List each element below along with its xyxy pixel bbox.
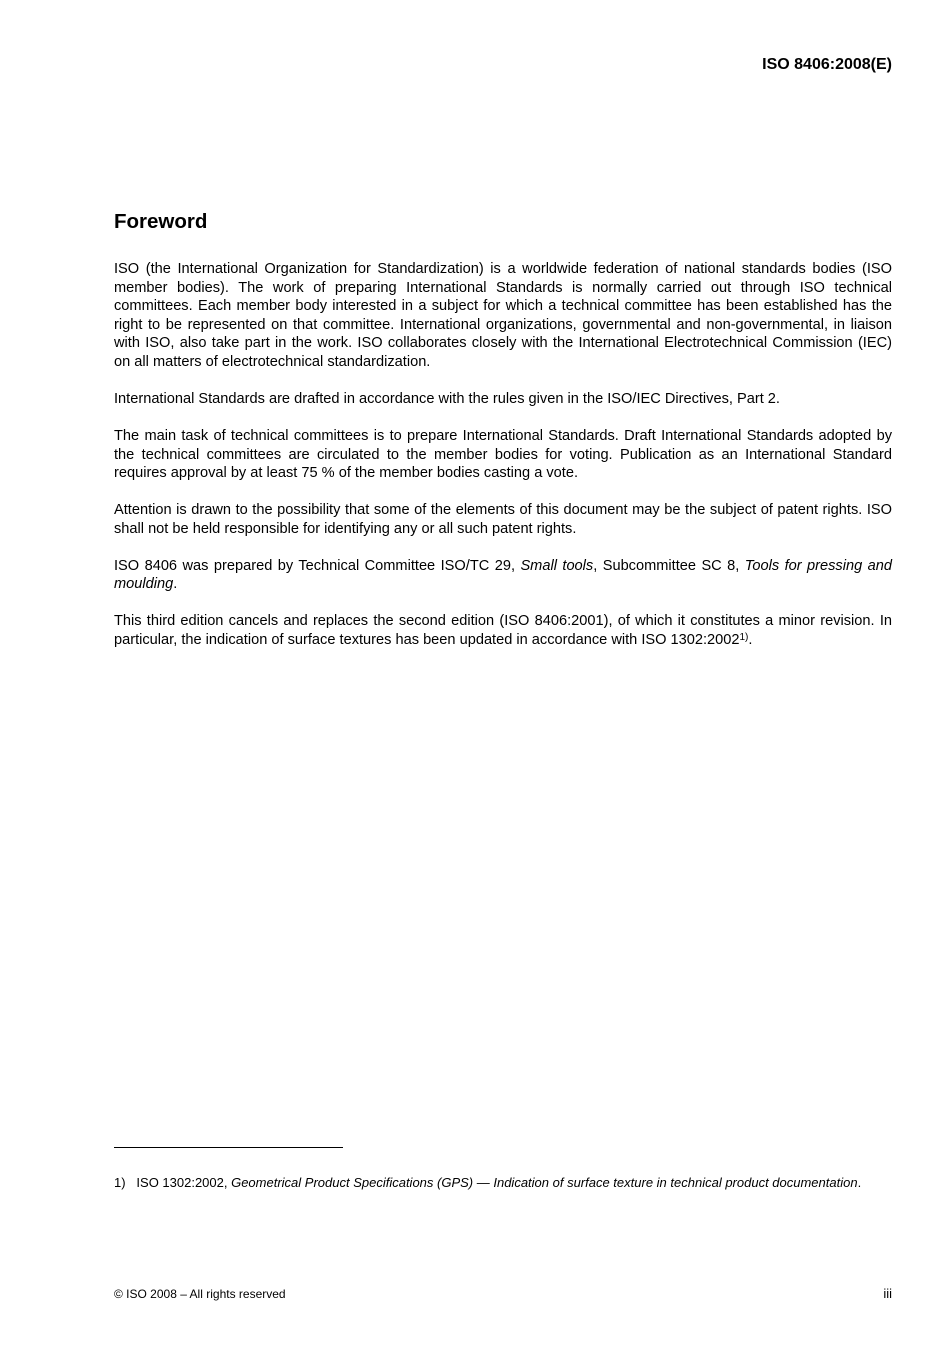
footnote bbox=[114, 1175, 892, 1192]
paragraph-drafting-rules: International Standards are drafted in accordance with the rules given in the ISO/IEC Directives, Part 2. bbox=[114, 391, 780, 407]
prepared-by-text: . bbox=[173, 576, 178, 592]
paragraph-patent-rights: Attention is drawn to the possibility that some of the elements of this document may be the subject of patent rights. ISO shall not be held responsible for identifying any or all such patent rights. bbox=[114, 502, 892, 537]
subcommittee-name: Tools for pressing and moulding bbox=[114, 557, 892, 592]
page-title: Foreword bbox=[114, 210, 208, 233]
document-id: ISO 8406:2008(E) bbox=[762, 56, 892, 73]
prepared-by-text: ISO 8406 was prepared by Technical Committee ISO/TC 29, bbox=[114, 557, 521, 574]
prepared-by-text: , Subcommittee SC 8, bbox=[593, 557, 745, 574]
copyright-notice: © ISO 2008 – All rights reserved bbox=[114, 1287, 286, 1301]
footnote-marker: 1) bbox=[114, 1175, 126, 1190]
paragraph-iso-federation: ISO (the International Organization for Standardization) is a worldwide federation of national standards bodies (ISO member bodies). The work of preparing International Standards is normally carried out through ISO technical committees. Each member body interested in a subject for which a technical committee has been established has the right to be represented on that committee. International organizations, governmental and non-governmental, in liaison with ISO, also take part in the work. ISO collaborates closely with the International Electrotechnical Commission (IEC) on all matters of electrotechnical standardization. bbox=[114, 261, 892, 370]
paragraph-edition bbox=[114, 612, 892, 649]
paragraph-prepared-by bbox=[114, 557, 892, 594]
foreword-body bbox=[114, 260, 892, 668]
footnote-title: Geometrical Product Specifications (GPS) — Indication of surface texture in technical product documentation bbox=[231, 1175, 858, 1190]
footnote-reference[interactable]: 1) bbox=[739, 631, 749, 643]
footnote-reference-text: ISO 1302:2002, bbox=[136, 1175, 232, 1190]
paragraph-main-task: The main task of technical committees is to prepare International Standards. Draft International Standards adopted by the technical committees are circulated to the member bodies for voting. Publication as an International Standard requires approval by at least 75 % of the member bodies casting a vote. bbox=[114, 428, 892, 481]
edition-text: This third edition cancels and replaces the second edition (ISO 8406:2001), of which it constitutes a minor revision. In particular, the indication of surface textures has been updated in accordance with ISO 1302:2002 bbox=[114, 613, 892, 648]
footnote-divider bbox=[114, 1147, 343, 1148]
committee-name: Small tools bbox=[520, 557, 594, 574]
footnote-end: . bbox=[857, 1175, 862, 1190]
page-number: iii bbox=[883, 1286, 892, 1301]
edition-text-end: . bbox=[748, 631, 753, 648]
